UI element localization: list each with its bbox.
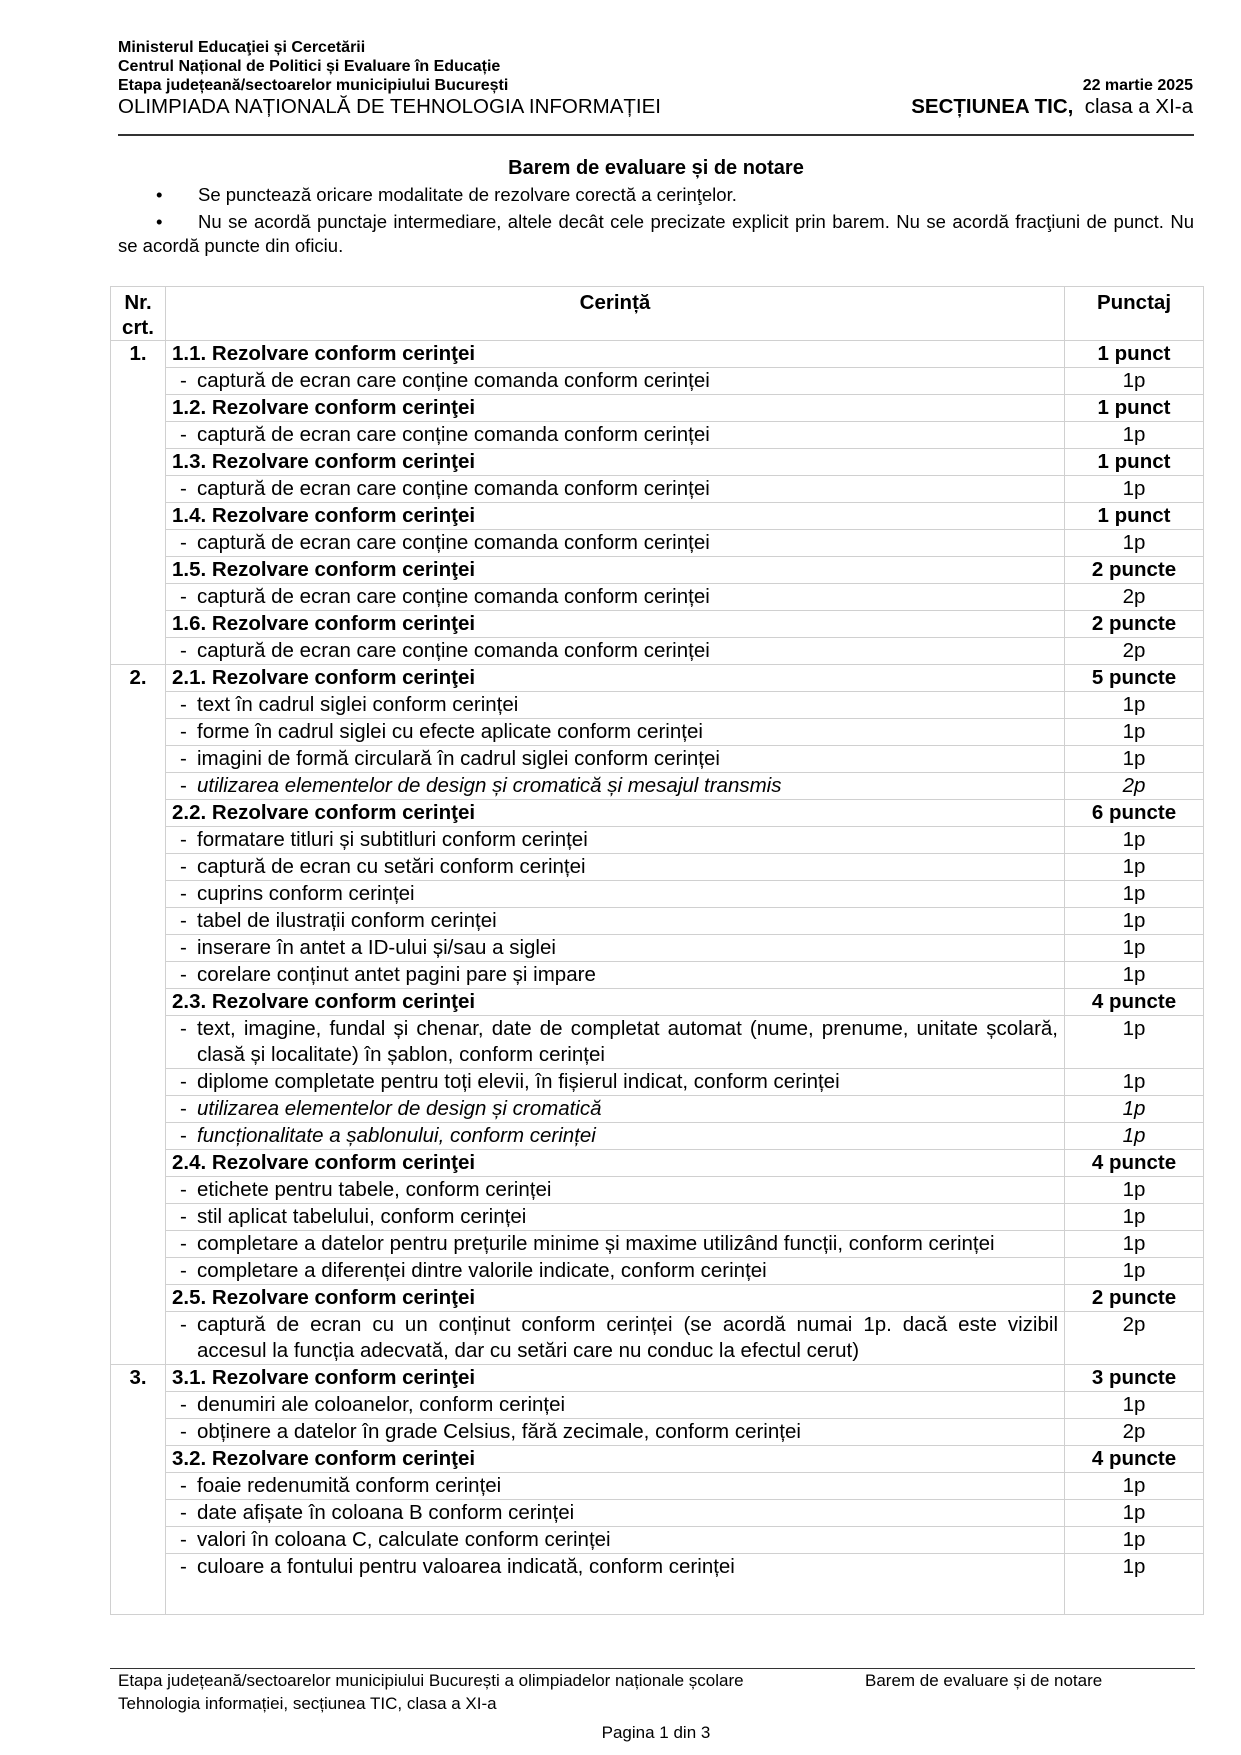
subtask-title: 2.4. Rezolvare conform cerinţei — [166, 1150, 1065, 1177]
subtask-title: 3.2. Rezolvare conform cerinţei — [166, 1446, 1065, 1473]
criterion-cell — [166, 1096, 1065, 1123]
criterion-cell — [166, 422, 1065, 449]
subtask-row — [111, 611, 1204, 638]
col-header-requirement: Cerință — [166, 287, 1065, 341]
subtask-title: 2.3. Rezolvare conform cerinţei — [166, 989, 1065, 1016]
criterion-text: valori în coloana C, calculate conform cerinței — [197, 1528, 611, 1551]
criterion-cell — [166, 530, 1065, 557]
criterion-row — [111, 1419, 1204, 1446]
criterion-points: 1p — [1065, 881, 1204, 908]
criterion-cell — [166, 908, 1065, 935]
criterion-text: culoare a fontului pentru valoarea indicată, conform cerinței — [197, 1555, 735, 1578]
subtask-title: 1.1. Rezolvare conform cerinţei — [166, 341, 1065, 368]
criterion-text: forme în cadrul siglei cu efecte aplicate conform cerinței — [197, 720, 703, 743]
criterion-row — [111, 854, 1204, 881]
dash-marker: - — [180, 1528, 187, 1551]
subtask-title: 2.5. Rezolvare conform cerinţei — [166, 1285, 1065, 1312]
subtask-row — [111, 665, 1204, 692]
criterion-points: 2p — [1065, 1312, 1204, 1365]
exam-date: 22 martie 2025 — [1082, 77, 1193, 94]
criterion-points: 1p — [1065, 908, 1204, 935]
criterion-row — [111, 1554, 1204, 1615]
criterion-points: 1p — [1065, 1473, 1204, 1500]
stage-name: Etapa județeană/sectoarelor municipiului București — [118, 77, 509, 94]
criterion-points: 2p — [1065, 1419, 1204, 1446]
criterion-cell — [166, 638, 1065, 665]
table-header-row — [111, 287, 1204, 341]
criterion-text: denumiri ale coloanelor, conform cerinței — [197, 1393, 566, 1416]
criterion-row — [111, 530, 1204, 557]
dash-marker: - — [180, 936, 187, 959]
criterion-cell — [166, 827, 1065, 854]
criterion-cell — [166, 692, 1065, 719]
criterion-cell — [166, 1500, 1065, 1527]
criterion-text: utilizarea elementelor de design și cromatică și mesajul transmis — [197, 774, 782, 797]
dash-marker: - — [180, 855, 187, 878]
criterion-row — [111, 1500, 1204, 1527]
header-divider — [118, 134, 1194, 136]
dash-marker: - — [180, 1124, 187, 1147]
subtask-points: 4 puncte — [1065, 1150, 1204, 1177]
criterion-row — [111, 1392, 1204, 1419]
criterion-text: corelare conținut antet pagini pare și impare — [197, 963, 596, 986]
criterion-points: 1p — [1065, 1069, 1204, 1096]
criterion-points: 1p — [1065, 1258, 1204, 1285]
dash-marker: - — [180, 720, 187, 743]
criterion-row — [111, 368, 1204, 395]
dash-marker: - — [180, 828, 187, 851]
criterion-cell — [166, 719, 1065, 746]
criterion-row — [111, 1312, 1204, 1365]
criterion-row — [111, 962, 1204, 989]
footer-doc-title: Barem de evaluare și de notare — [865, 1671, 1103, 1690]
criterion-cell — [166, 1123, 1065, 1150]
criterion-text: diplome completate pentru toți elevii, în fișierul indicat, conform cerinței — [197, 1070, 840, 1093]
subtask-row — [111, 341, 1204, 368]
criterion-row — [111, 1473, 1204, 1500]
criterion-text: tabel de ilustrații conform cerinței — [197, 909, 497, 932]
footer-line1: Etapa județeană/sectoarelor municipiului București a olimpiadelor naționale școlare — [118, 1671, 744, 1690]
criterion-text: utilizarea elementelor de design și cromatică — [197, 1097, 602, 1120]
dash-marker: - — [180, 531, 187, 554]
criterion-row — [111, 476, 1204, 503]
criterion-cell — [166, 1177, 1065, 1204]
dash-marker: - — [180, 477, 187, 500]
criterion-text: captură de ecran care conține comanda conform cerinței — [197, 531, 710, 554]
criterion-points: 1p — [1065, 854, 1204, 881]
criterion-points: 2p — [1065, 638, 1204, 665]
subtask-points: 2 puncte — [1065, 1285, 1204, 1312]
criterion-row — [111, 1069, 1204, 1096]
criterion-cell — [166, 1527, 1065, 1554]
dash-marker: - — [180, 963, 187, 986]
col-header-points: Punctaj — [1065, 287, 1204, 341]
criterion-points: 1p — [1065, 1123, 1204, 1150]
criterion-row — [111, 827, 1204, 854]
criterion-cell — [166, 773, 1065, 800]
criterion-text: cuprins conform cerinței — [197, 882, 415, 905]
criterion-points: 1p — [1065, 746, 1204, 773]
subtask-title: 3.1. Rezolvare conform cerinţei — [166, 1365, 1065, 1392]
bullet-item: • Nu se acordă punctaje intermediare, altele decât cele precizate explicit prin barem. Nu se acordă fracţiuni de punct. Nu se acordă puncte din oficiu. — [118, 211, 1194, 256]
subtask-points: 1 punct — [1065, 449, 1204, 476]
criterion-text: imagini de formă circulară în cadrul siglei conform cerinței — [197, 747, 720, 770]
criterion-row — [111, 1204, 1204, 1231]
subtask-points: 2 puncte — [1065, 557, 1204, 584]
subtask-points: 5 puncte — [1065, 665, 1204, 692]
section-name: SECȚIUNEA TIC, — [911, 95, 1074, 118]
dash-marker: - — [180, 1232, 187, 1255]
criterion-cell — [166, 1016, 1065, 1069]
subtask-points: 1 punct — [1065, 503, 1204, 530]
criterion-text: date afișate în coloana B conform cerinței — [197, 1501, 575, 1524]
criterion-row — [111, 692, 1204, 719]
criterion-text: obținere a datelor în grade Celsius, fără zecimale, conform cerinței — [197, 1420, 801, 1443]
subtask-title: 1.4. Rezolvare conform cerinţei — [166, 503, 1065, 530]
criterion-points: 1p — [1065, 692, 1204, 719]
subtask-points: 6 puncte — [1065, 800, 1204, 827]
criterion-text: text, imagine, fundal și chenar, date de completat automat (nume, prenume, unitate școlară, clasă și localitate) în șablon, conform cerinței — [197, 1017, 1058, 1066]
criterion-points: 1p — [1065, 1096, 1204, 1123]
dash-marker: - — [180, 423, 187, 446]
criterion-row — [111, 773, 1204, 800]
criterion-row — [111, 422, 1204, 449]
criterion-row — [111, 746, 1204, 773]
subtask-points: 3 puncte — [1065, 1365, 1204, 1392]
subtask-row — [111, 395, 1204, 422]
criterion-cell — [166, 1554, 1065, 1615]
subtask-points: 4 puncte — [1065, 1446, 1204, 1473]
dash-marker: - — [180, 585, 187, 608]
task-number: 2. — [111, 665, 166, 1365]
task-number: 1. — [111, 341, 166, 665]
criterion-points: 1p — [1065, 1392, 1204, 1419]
dash-marker: - — [180, 1393, 187, 1416]
footer-divider — [110, 1668, 1195, 1669]
subtask-row — [111, 503, 1204, 530]
criterion-row — [111, 1177, 1204, 1204]
page-title: Barem de evaluare și de notare — [508, 157, 804, 179]
criterion-cell — [166, 1312, 1065, 1365]
criterion-cell — [166, 1204, 1065, 1231]
task-number: 3. — [111, 1365, 166, 1615]
criterion-text: captură de ecran care conține comanda conform cerinței — [197, 585, 710, 608]
dash-marker: - — [180, 1070, 187, 1093]
criterion-points: 1p — [1065, 1554, 1204, 1615]
subtask-title: 1.6. Rezolvare conform cerinţei — [166, 611, 1065, 638]
subtask-row — [111, 1365, 1204, 1392]
page-number: Pagina 1 din 3 — [601, 1723, 711, 1742]
criterion-text: captură de ecran care conține comanda conform cerinței — [197, 369, 710, 392]
criterion-points: 1p — [1065, 530, 1204, 557]
criterion-points: 1p — [1065, 1500, 1204, 1527]
dash-marker: - — [180, 1313, 187, 1336]
dash-marker: - — [180, 1420, 187, 1443]
dash-marker: - — [180, 1097, 187, 1120]
criterion-points: 2p — [1065, 584, 1204, 611]
criterion-row — [111, 935, 1204, 962]
criterion-points: 1p — [1065, 935, 1204, 962]
criterion-row — [111, 881, 1204, 908]
center-name: Centrul Național de Politici și Evaluare în Educație — [118, 58, 501, 75]
subtask-points: 1 punct — [1065, 341, 1204, 368]
criterion-text: completare a diferenței dintre valorile indicate, conform cerinței — [197, 1259, 767, 1282]
subtask-row — [111, 1285, 1204, 1312]
subtask-title: 1.3. Rezolvare conform cerinţei — [166, 449, 1065, 476]
criterion-row — [111, 584, 1204, 611]
dash-marker: - — [180, 693, 187, 716]
criterion-cell — [166, 368, 1065, 395]
criterion-text: foaie redenumită conform cerinței — [197, 1474, 502, 1497]
dash-marker: - — [180, 369, 187, 392]
subtask-row — [111, 1150, 1204, 1177]
criterion-text: captură de ecran cu setări conform cerinței — [197, 855, 586, 878]
subtask-points: 4 puncte — [1065, 989, 1204, 1016]
subtask-row — [111, 449, 1204, 476]
criterion-row — [111, 638, 1204, 665]
bullet-text: Se punctează oricare modalitate de rezolvare corectă a cerinţelor. — [198, 184, 737, 205]
criterion-cell — [166, 1258, 1065, 1285]
criterion-points: 1p — [1065, 476, 1204, 503]
dash-marker: - — [180, 882, 187, 905]
ministry-name: Ministerul Educaţiei și Cercetării — [118, 39, 366, 56]
criterion-row — [111, 1527, 1204, 1554]
criterion-text: text în cadrul siglei conform cerinței — [197, 693, 519, 716]
criterion-points: 2p — [1065, 773, 1204, 800]
criterion-row — [111, 1096, 1204, 1123]
criterion-cell — [166, 476, 1065, 503]
criterion-cell — [166, 854, 1065, 881]
criterion-text: inserare în antet a ID-ului și/sau a siglei — [197, 936, 556, 959]
subtask-title: 2.2. Rezolvare conform cerinţei — [166, 800, 1065, 827]
criterion-points: 1p — [1065, 1527, 1204, 1554]
criterion-row — [111, 1016, 1204, 1069]
dash-marker: - — [180, 747, 187, 770]
subtask-row — [111, 557, 1204, 584]
footer-line2: Tehnologia informației, secțiunea TIC, clasa a XI-a — [118, 1694, 497, 1713]
criterion-cell — [166, 1069, 1065, 1096]
olympiad-name: OLIMPIADA NAȚIONALĂ DE TEHNOLOGIA INFORMAȚIEI — [118, 95, 661, 118]
dash-marker: - — [180, 639, 187, 662]
criterion-row — [111, 1231, 1204, 1258]
criterion-cell — [166, 1231, 1065, 1258]
dash-marker: - — [180, 1017, 187, 1040]
criterion-cell — [166, 1473, 1065, 1500]
criterion-points: 1p — [1065, 827, 1204, 854]
dash-marker: - — [180, 774, 187, 797]
dash-marker: - — [180, 1178, 187, 1201]
criterion-text: captură de ecran care conține comanda conform cerinței — [197, 423, 710, 446]
dash-marker: - — [180, 1501, 187, 1524]
subtask-points: 1 punct — [1065, 395, 1204, 422]
criterion-cell — [166, 1392, 1065, 1419]
criterion-cell — [166, 935, 1065, 962]
dash-marker: - — [180, 1205, 187, 1228]
dash-marker: - — [180, 1555, 187, 1578]
criterion-points: 1p — [1065, 719, 1204, 746]
criterion-row — [111, 908, 1204, 935]
dash-marker: - — [180, 909, 187, 932]
criterion-text: captură de ecran cu un conținut conform cerinței (se acordă numai 1p. dacă este vizibil accesul la funcția adecvată, dar cu setări care nu conduc la efectul cerut) — [197, 1313, 1058, 1362]
subtask-row — [111, 989, 1204, 1016]
col-header-nr: Nr. crt. — [111, 287, 166, 341]
subtask-points: 2 puncte — [1065, 611, 1204, 638]
criterion-cell — [166, 1419, 1065, 1446]
criterion-text: formatare titluri și subtitluri conform cerinței — [197, 828, 588, 851]
class-name: clasa a XI-a — [1084, 95, 1193, 118]
criterion-cell — [166, 746, 1065, 773]
criterion-row — [111, 719, 1204, 746]
criterion-row — [111, 1123, 1204, 1150]
bullet-item: • Se punctează oricare modalitate de rezolvare corectă a cerinţelor. — [156, 184, 737, 205]
subtask-title: 1.2. Rezolvare conform cerinţei — [166, 395, 1065, 422]
criterion-text: captură de ecran care conține comanda conform cerinței — [197, 477, 710, 500]
criterion-points: 1p — [1065, 368, 1204, 395]
dash-marker: - — [180, 1474, 187, 1497]
subtask-title: 2.1. Rezolvare conform cerinţei — [166, 665, 1065, 692]
subtask-title: 1.5. Rezolvare conform cerinţei — [166, 557, 1065, 584]
criterion-points: 1p — [1065, 1204, 1204, 1231]
criterion-text: etichete pentru tabele, conform cerinței — [197, 1178, 552, 1201]
criterion-cell — [166, 881, 1065, 908]
criterion-row — [111, 1258, 1204, 1285]
criterion-text: captură de ecran care conține comanda conform cerinței — [197, 639, 710, 662]
subtask-row — [111, 800, 1204, 827]
criterion-text: stil aplicat tabelului, conform cerinței — [197, 1205, 527, 1228]
document-header — [118, 38, 1193, 119]
criterion-points: 1p — [1065, 1231, 1204, 1258]
criterion-cell — [166, 584, 1065, 611]
bullet-text: Nu se acordă punctaje intermediare, altele decât cele precizate explicit prin barem. Nu se acordă fracţiuni de punct. Nu se acordă puncte din oficiu. — [118, 211, 1194, 256]
criterion-points: 1p — [1065, 1177, 1204, 1204]
subtask-row — [111, 1446, 1204, 1473]
dash-marker: - — [180, 1259, 187, 1282]
scoring-table — [110, 286, 1204, 1615]
criterion-text: funcționalitate a șablonului, conform cerinței — [197, 1124, 596, 1147]
criterion-text: completare a datelor pentru prețurile minime și maxime utilizând funcții, conform cerinței — [197, 1232, 995, 1255]
criterion-cell — [166, 962, 1065, 989]
criterion-points: 1p — [1065, 422, 1204, 449]
criterion-points: 1p — [1065, 962, 1204, 989]
criterion-points: 1p — [1065, 1016, 1204, 1069]
